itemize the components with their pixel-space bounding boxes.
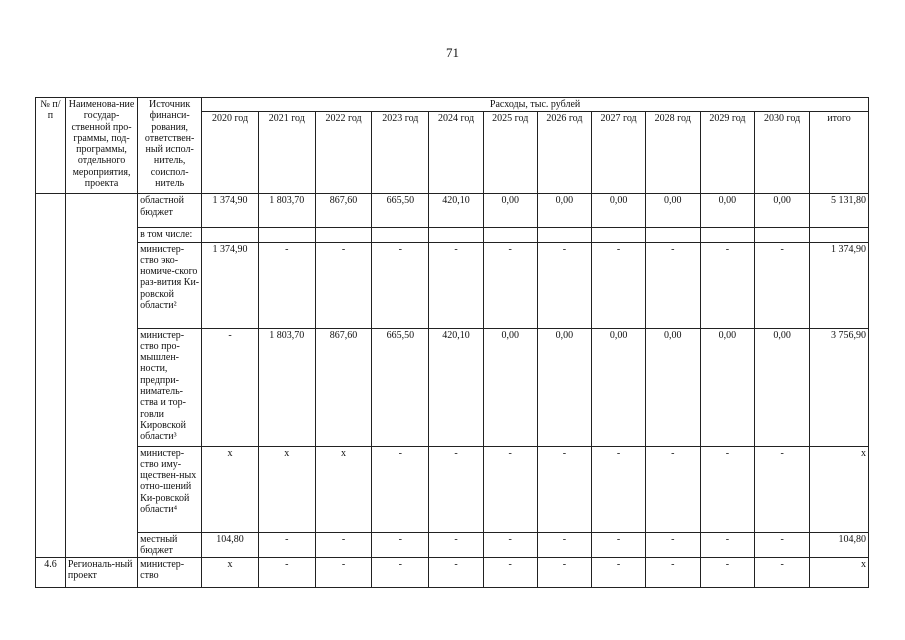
header-year: 2029 год xyxy=(700,112,755,194)
value-cell: 0,00 xyxy=(537,194,592,228)
total-cell: 104,80 xyxy=(809,532,868,558)
financing-table xyxy=(35,97,869,588)
value-cell: - xyxy=(592,532,646,558)
total-cell: x xyxy=(809,558,868,588)
value-cell xyxy=(429,228,484,242)
value-cell: - xyxy=(592,558,646,588)
value-cell: 0,00 xyxy=(700,328,755,446)
value-cell xyxy=(483,228,537,242)
value-cell: - xyxy=(372,242,429,328)
value-cell: 420,10 xyxy=(429,194,484,228)
source-cell: в том числе: xyxy=(138,228,202,242)
table-row xyxy=(36,446,869,532)
value-cell: - xyxy=(592,446,646,532)
value-cell: 420,10 xyxy=(429,328,484,446)
value-cell: 1 374,90 xyxy=(202,242,259,328)
value-cell: - xyxy=(429,558,484,588)
value-cell: 1 374,90 xyxy=(202,194,259,228)
header-year: 2022 год xyxy=(315,112,372,194)
value-cell: - xyxy=(645,532,700,558)
value-cell: - xyxy=(202,328,259,446)
value-cell: 1 803,70 xyxy=(258,328,315,446)
value-cell: 1 803,70 xyxy=(258,194,315,228)
value-cell xyxy=(700,228,755,242)
value-cell xyxy=(372,228,429,242)
header-year: 2030 год xyxy=(755,112,810,194)
value-cell: - xyxy=(700,532,755,558)
value-cell: x xyxy=(202,446,259,532)
source-cell: местный бюджет xyxy=(138,532,202,558)
value-cell: 0,00 xyxy=(755,194,810,228)
table-row xyxy=(36,228,869,242)
header-num: № п/п xyxy=(36,98,66,194)
value-cell: - xyxy=(755,532,810,558)
table-row xyxy=(36,194,869,228)
value-cell: - xyxy=(537,558,592,588)
value-cell: x xyxy=(258,446,315,532)
value-cell: 0,00 xyxy=(755,328,810,446)
value-cell xyxy=(258,228,315,242)
value-cell xyxy=(645,228,700,242)
header-year: 2027 год xyxy=(592,112,646,194)
header-year: 2023 год xyxy=(372,112,429,194)
total-cell xyxy=(809,228,868,242)
value-cell: - xyxy=(645,558,700,588)
table-row xyxy=(36,328,869,446)
value-cell: - xyxy=(700,558,755,588)
value-cell: 0,00 xyxy=(645,194,700,228)
value-cell: 0,00 xyxy=(645,328,700,446)
value-cell: - xyxy=(372,558,429,588)
value-cell: - xyxy=(315,242,372,328)
value-cell: - xyxy=(483,532,537,558)
row-num-cell xyxy=(36,194,66,558)
table-row xyxy=(36,558,869,588)
value-cell xyxy=(755,228,810,242)
value-cell: - xyxy=(755,446,810,532)
source-cell: министер-ство про-мышлен-ности, предпри-ниматель-ства и тор-говли Кировской области³ xyxy=(138,328,202,446)
table-row xyxy=(36,532,869,558)
value-cell: - xyxy=(645,446,700,532)
value-cell: 665,50 xyxy=(372,194,429,228)
value-cell: - xyxy=(700,242,755,328)
total-cell: 3 756,90 xyxy=(809,328,868,446)
row-name: Региональ-ный проект xyxy=(65,558,137,588)
source-cell: министер-ство эко-номиче-ского раз-вития Ки-ровской области² xyxy=(138,242,202,328)
header-expenses: Расходы, тыс. рублей xyxy=(202,98,869,112)
value-cell: - xyxy=(429,446,484,532)
value-cell: 0,00 xyxy=(483,328,537,446)
value-cell: - xyxy=(429,242,484,328)
header-year: 2024 год xyxy=(429,112,484,194)
row-num: 4.6 xyxy=(36,558,66,588)
header-name: Наименова-ние государ-ственной про-граммы, под-программы, отдельного мероприятия, проекта xyxy=(65,98,137,194)
value-cell xyxy=(592,228,646,242)
value-cell: - xyxy=(483,242,537,328)
value-cell: 0,00 xyxy=(700,194,755,228)
source-cell: министер-ство иму-ществен-ных отно-шений Ки-ровской области⁴ xyxy=(138,446,202,532)
value-cell xyxy=(537,228,592,242)
value-cell: 0,00 xyxy=(537,328,592,446)
table-row xyxy=(36,242,869,328)
value-cell: - xyxy=(429,532,484,558)
value-cell: - xyxy=(592,242,646,328)
page-number: 71 xyxy=(446,45,459,60)
value-cell: x xyxy=(202,558,259,588)
header-year: 2025 год xyxy=(483,112,537,194)
value-cell: - xyxy=(315,532,372,558)
value-cell: - xyxy=(258,242,315,328)
value-cell: 0,00 xyxy=(592,194,646,228)
value-cell: - xyxy=(537,242,592,328)
header-year: итого xyxy=(809,112,868,194)
header-year: 2020 год xyxy=(202,112,259,194)
value-cell: - xyxy=(372,532,429,558)
value-cell: - xyxy=(755,242,810,328)
value-cell: - xyxy=(645,242,700,328)
value-cell: 867,60 xyxy=(315,194,372,228)
value-cell: - xyxy=(537,532,592,558)
value-cell: 0,00 xyxy=(592,328,646,446)
value-cell: x xyxy=(315,446,372,532)
value-cell: - xyxy=(483,558,537,588)
total-cell: x xyxy=(809,446,868,532)
header-year: 2028 год xyxy=(645,112,700,194)
source-cell: министер-ство xyxy=(138,558,202,588)
value-cell: 104,80 xyxy=(202,532,259,558)
value-cell: 867,60 xyxy=(315,328,372,446)
value-cell: 0,00 xyxy=(483,194,537,228)
header-year: 2026 год xyxy=(537,112,592,194)
value-cell: - xyxy=(700,446,755,532)
value-cell: 665,50 xyxy=(372,328,429,446)
value-cell xyxy=(315,228,372,242)
value-cell: - xyxy=(755,558,810,588)
total-cell: 5 131,80 xyxy=(809,194,868,228)
value-cell: - xyxy=(483,446,537,532)
value-cell: - xyxy=(372,446,429,532)
value-cell: - xyxy=(315,558,372,588)
total-cell: 1 374,90 xyxy=(809,242,868,328)
header-source: Источник финанси-рования, ответствен-ный испол-нитель, соиспол-нитель xyxy=(138,98,202,194)
value-cell: - xyxy=(537,446,592,532)
value-cell: - xyxy=(258,558,315,588)
value-cell: - xyxy=(258,532,315,558)
row-name-cell xyxy=(65,194,137,558)
source-cell: областной бюджет xyxy=(138,194,202,228)
value-cell xyxy=(202,228,259,242)
header-year: 2021 год xyxy=(258,112,315,194)
